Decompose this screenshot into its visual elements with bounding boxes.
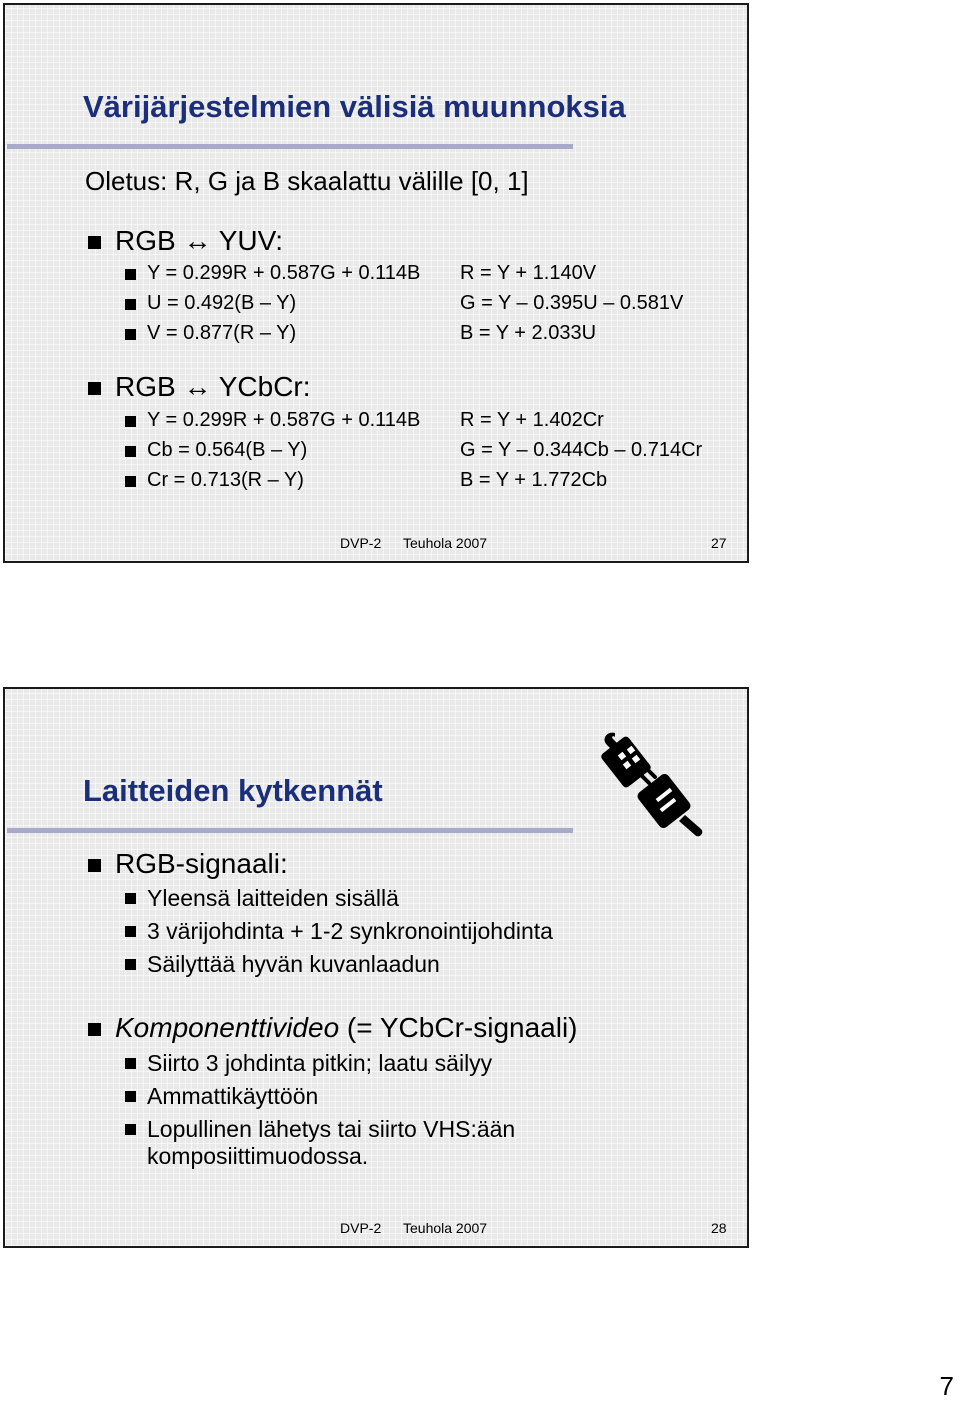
bullet-square-icon xyxy=(125,1091,136,1102)
section-heading: RGB-signaali: xyxy=(115,848,288,879)
bullet-square-icon xyxy=(125,926,136,937)
formula-right: G = Y – 0.395U – 0.581V xyxy=(460,292,684,314)
title-underline xyxy=(7,144,573,149)
bullet-square-icon xyxy=(125,446,136,457)
slide-subtitle: Oletus: R, G ja B skaalattu välille [0, 1] xyxy=(85,166,529,196)
formula-right: R = Y + 1.140V xyxy=(460,262,597,284)
section-heading: RGB ↔ YCbCr: xyxy=(115,371,311,402)
list-item: Siirto 3 johdinta pitkin; laatu säilyy xyxy=(147,1050,493,1076)
slide-27 xyxy=(3,3,749,563)
list-item: 3 värijohdinta + 1-2 synkronointijohdinta xyxy=(147,918,553,944)
slide-title: Värijärjestelmien välisiä muunnoksia xyxy=(83,89,626,124)
bullet-square-icon xyxy=(125,1124,136,1135)
formula-right: B = Y + 2.033U xyxy=(460,322,597,344)
bullet-square-icon xyxy=(125,269,136,280)
formula-right: R = Y + 1.402Cr xyxy=(460,409,604,431)
list-item: Lopullinen lähetys tai siirto VHS:ään xyxy=(147,1116,516,1142)
bullet-square-icon xyxy=(88,859,101,872)
bullet-square-icon xyxy=(125,476,136,487)
cable-connector-icon xyxy=(597,723,711,839)
section-heading-italic: Komponenttivideo xyxy=(115,1012,340,1043)
title-underline xyxy=(7,828,573,833)
section-heading: RGB ↔ YUV: xyxy=(115,225,284,256)
footer-course: DVP-2 xyxy=(340,1220,382,1236)
footer-slide-number: 27 xyxy=(711,535,727,551)
bullet-square-icon xyxy=(125,1058,136,1069)
bullet-square-icon xyxy=(125,959,136,970)
bullet-square-icon xyxy=(125,416,136,427)
bullet-square-icon xyxy=(125,299,136,310)
bullet-square-icon xyxy=(125,893,136,904)
formula-left: Cb = 0.564(B – Y) xyxy=(147,439,308,461)
slide-title: Laitteiden kytkennät xyxy=(83,773,383,808)
page-number: 7 xyxy=(939,1371,954,1401)
list-item: Ammattikäyttöön xyxy=(147,1083,319,1109)
bullet-square-icon xyxy=(88,1023,101,1036)
formula-left: Y = 0.299R + 0.587G + 0.114B xyxy=(147,262,421,284)
section-heading-rest: (= YCbCr-signaali) xyxy=(339,1012,578,1043)
section-heading xyxy=(115,1012,578,1044)
bullet-square-icon xyxy=(88,236,101,249)
bullet-square-icon xyxy=(88,382,101,395)
formula-left: Cr = 0.713(R – Y) xyxy=(147,469,304,491)
bullet-square-icon xyxy=(125,329,136,340)
list-item: Säilyttää hyvän kuvanlaadun xyxy=(147,951,440,977)
formula-right: G = Y – 0.344Cb – 0.714Cr xyxy=(460,439,703,461)
footer-course: DVP-2 xyxy=(340,535,382,551)
footer-author: Teuhola 2007 xyxy=(403,1220,488,1236)
formula-left: V = 0.877(R – Y) xyxy=(147,322,297,344)
list-item: Yleensä laitteiden sisällä xyxy=(147,885,399,911)
formula-left: U = 0.492(B – Y) xyxy=(147,292,297,314)
slide-28 xyxy=(3,687,749,1248)
formula-right: B = Y + 1.772Cb xyxy=(460,469,608,491)
footer-slide-number: 28 xyxy=(711,1220,727,1236)
list-item-continuation: komposiittimuodossa. xyxy=(147,1143,369,1169)
formula-left: Y = 0.299R + 0.587G + 0.114B xyxy=(147,409,421,431)
footer-author: Teuhola 2007 xyxy=(403,535,488,551)
